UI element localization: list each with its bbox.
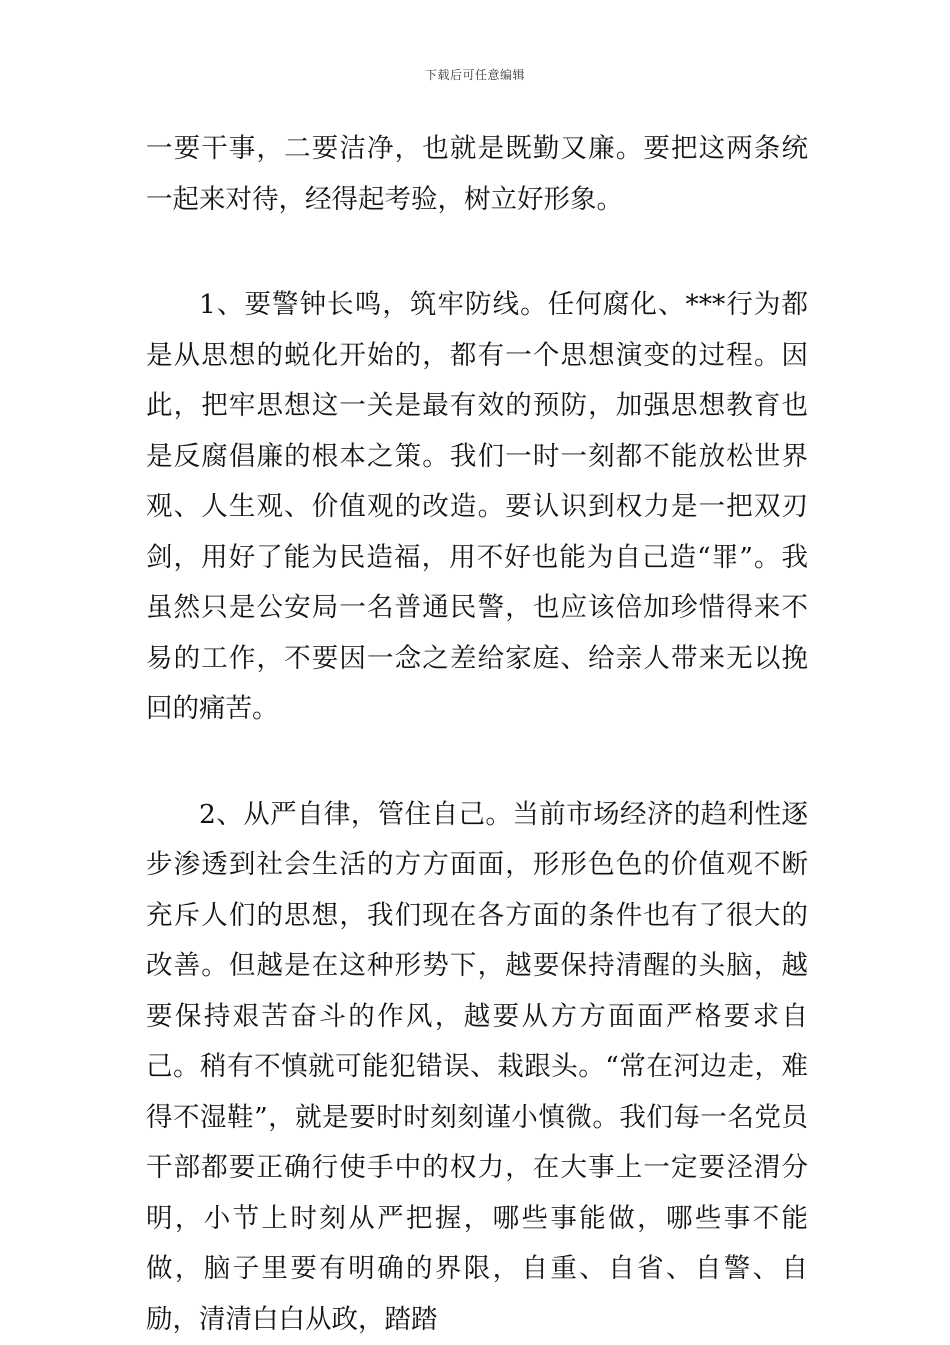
page-header-note: 下载后可任意编辑 — [0, 66, 950, 83]
document-body — [146, 124, 808, 1345]
paragraph-spacer — [146, 735, 808, 790]
paragraph-3: 2、从严自律，管住自己。当前市场经济的趋利性逐步渗透到社会生活的方方面面，形形色色的价值观不断充斥人们的思想，我们现在各方面的条件也有了很大的改善。但越是在这种形势下，越要保持清醒的头脑，越要保持艰苦奋斗的作风，越要从方方面面严格要求自己。稍有不慎就可能犯错误、栽跟头。“常在河边走，难得不湿鞋”，就是要时时刻刻谨小慎微。我们每一名党员干部都要正确行使手中的权力，在大事上一定要泾渭分明，小节上时刻从严把握，哪些事能做，哪些事不能做，脑子里要有明确的界限，自重、自省、自警、自励，清清白白从政，踏踏 — [146, 790, 808, 1345]
paragraph-1: 一要干事，二要洁净，也就是既勤又廉。要把这两条统一起来对待，经得起考验，树立好形象。 — [146, 124, 808, 225]
paragraph-spacer — [146, 225, 808, 280]
paragraph-2: 1、要警钟长鸣，筑牢防线。任何腐化、***行为都是从思想的蜕化开始的，都有一个思想演变的过程。因此，把牢思想这一关是最有效的预防，加强思想教育也是反腐倡廉的根本之策。我们一时一刻都不能放松世界观、人生观、价值观的改造。要认识到权力是一把双刃剑，用好了能为民造福，用不好也能为自己造“罪”。我虽然只是公安局一名普通民警，也应该倍加珍惜得来不易的工作，不要因一念之差给家庭、给亲人带来无以挽回的痛苦。 — [146, 280, 808, 735]
